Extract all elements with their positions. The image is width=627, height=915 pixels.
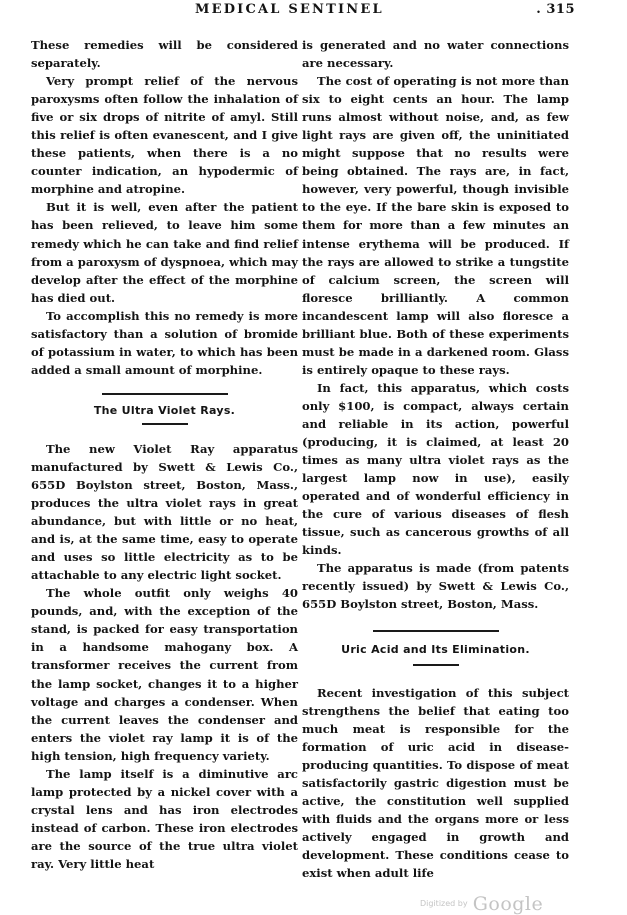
section-heading: The Ultra Violet Rays. [93,403,236,417]
paragraph: The lamp itself is a diminutive arc lamp protected by a nickel cover with a crystal lens and has iron electrodes instead of carbon. These iron electrodes are the source of the true ultra violet ray. Very little heat [31,766,298,871]
left-column [31,36,298,873]
paragraph: The cost of operating is not more than six to eight cents an hour. The lamp runs almost without noise, and, as few light rays are given off, the uninitiated might suppose that no results were being obtained. The rays are, in fact, however, very powerful, though invisible to the eye. If the bare skin is exposed to them for more than a few minutes an intense erythema will be produced. If the rays are allowed to strike a tungstite of calcium screen, the screen will floresce brilliantly. A common incandescent lamp will also floresce a brilliant blue. Both of these experiments must be made in a darkened room. Glass is entirely opaque to these rays. [302,74,569,377]
paragraph: To accomplish this no remedy is more satisfactory than a solution of bromide of potassium in water, to which has been added a small amount of morphine. [31,308,298,377]
section-rule [102,393,228,395]
section-rule [373,630,499,632]
paragraph: These remedies will be considered separately. [31,38,298,71]
right-column [302,36,569,882]
paragraph: The apparatus is made (from patents recently issued) by Swett & Lewis Co., 655D Boylston street, Boston, Mass. [302,561,569,612]
section-rule [142,423,188,425]
page-number: . 315 [536,2,575,17]
running-head [195,2,575,20]
watermark-prefix: Digitized by [420,899,468,908]
paragraph: Recent investigation of this subject strengthens the belief that eating too much meat is responsible for the formation of uric acid in disease-producing quantities. To dispose of meat satisfactorily gastric digestion must be active, the constitution well supplied with fluids and the organs more or less actively engaged in growth and development. These conditions cease to exist when adult life [302,685,569,880]
paragraph: The new Violet Ray apparatus manufactured by Swett & Lewis Co., 655D Boylston street, Boston, Mass., produces the ultra violet rays in great abundance, but with little or no heat, and is, at the same time, easy to operate and uses so little electricity as to be attachable to any electric light socket. [31,441,298,583]
paragraph: The whole outfit only weighs 40 pounds, and, with the exception of the stand, is packed for easy transportation in a handsome mahogany box. A transformer receives the current from the lamp socket, changes it to a higher voltage and charges a condenser. When the current leaves the condenser and enters the violet ray lamp it is of the high tension, high frequency variety. [31,586,298,763]
journal-title: MEDICAL SENTINEL [195,2,384,17]
google-logo: Google [472,893,544,915]
digitization-watermark [420,893,550,914]
paragraph: But it is well, even after the patient has been relieved, to leave him some remedy which he can take and find relief from a paroxysm of dyspnoea, which may develop after the effect of the morphine has died out. [31,200,298,305]
paragraph: Very prompt relief of the nervous paroxysms often follow the inhalation of five or six drops of nitrite of amyl. Still this relief is often evanescent, and I give these patients, when there is a no counter indication, an hypodermic of morphine and atropine. [31,74,298,197]
section-rule [413,664,459,666]
section-heading: Uric Acid and Its Elimination. [341,642,530,656]
paragraph: In fact, this apparatus, which costs only $100, is compact, always certain and reliable in its action, powerful (producing, it is claimed, at least 20 times as many ultra violet rays as the largest lamp now in use), easily operated and of wonderful efficiency in the cure of various diseases of flesh tissue, such as cancerous growths of all kinds. [302,380,569,558]
paragraph: is generated and no water connections are necessary. [302,38,569,71]
